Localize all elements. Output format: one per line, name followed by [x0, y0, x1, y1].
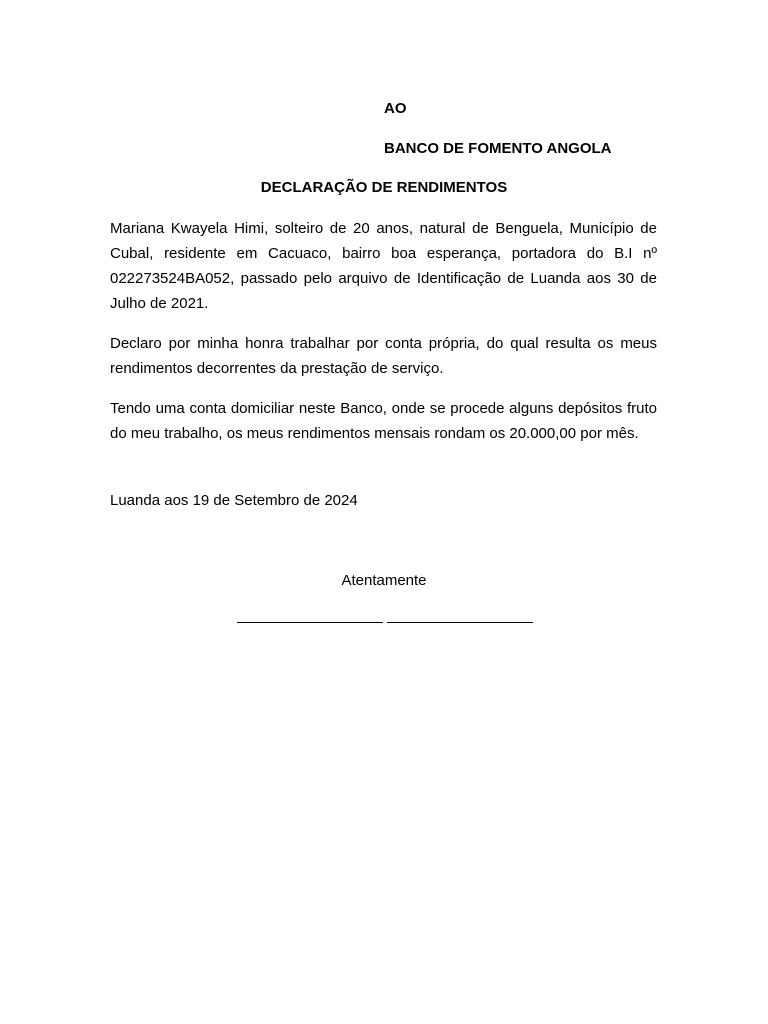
closing-salutation: Atentamente: [341, 572, 427, 589]
paragraph-income: Tendo uma conta domiciliar neste Banco, onde se procede alguns depósitos fruto do meu trabalho, os meus rendimentos mensais rondam os 20.000,00 por mês.: [110, 400, 657, 442]
signature-line-right: [387, 622, 533, 623]
recipient-bank: BANCO DE FOMENTO ANGOLA: [384, 140, 612, 157]
paragraph-identification: Mariana Kwayela Himi, solteiro de 20 anos, natural de Benguela, Município de Cubal, residente em Cacuaco, bairro boa esperança, portadora do B.I nº 022273524BA052, passado pelo arquivo de Identificação de Luanda aos 30 de Julho de 2021.: [110, 220, 657, 312]
place-date: Luanda aos 19 de Setembro de 2024: [110, 492, 358, 509]
paragraph-declaration: Declaro por minha honra trabalhar por conta própria, do qual resulta os meus rendimentos decorrentes da prestação de serviço.: [110, 335, 657, 377]
document-title: DECLARAÇÃO DE RENDIMENTOS: [260, 179, 508, 196]
signature-line-left: [237, 622, 383, 623]
signature-lines: [237, 622, 533, 623]
recipient-to: AO: [384, 100, 407, 117]
